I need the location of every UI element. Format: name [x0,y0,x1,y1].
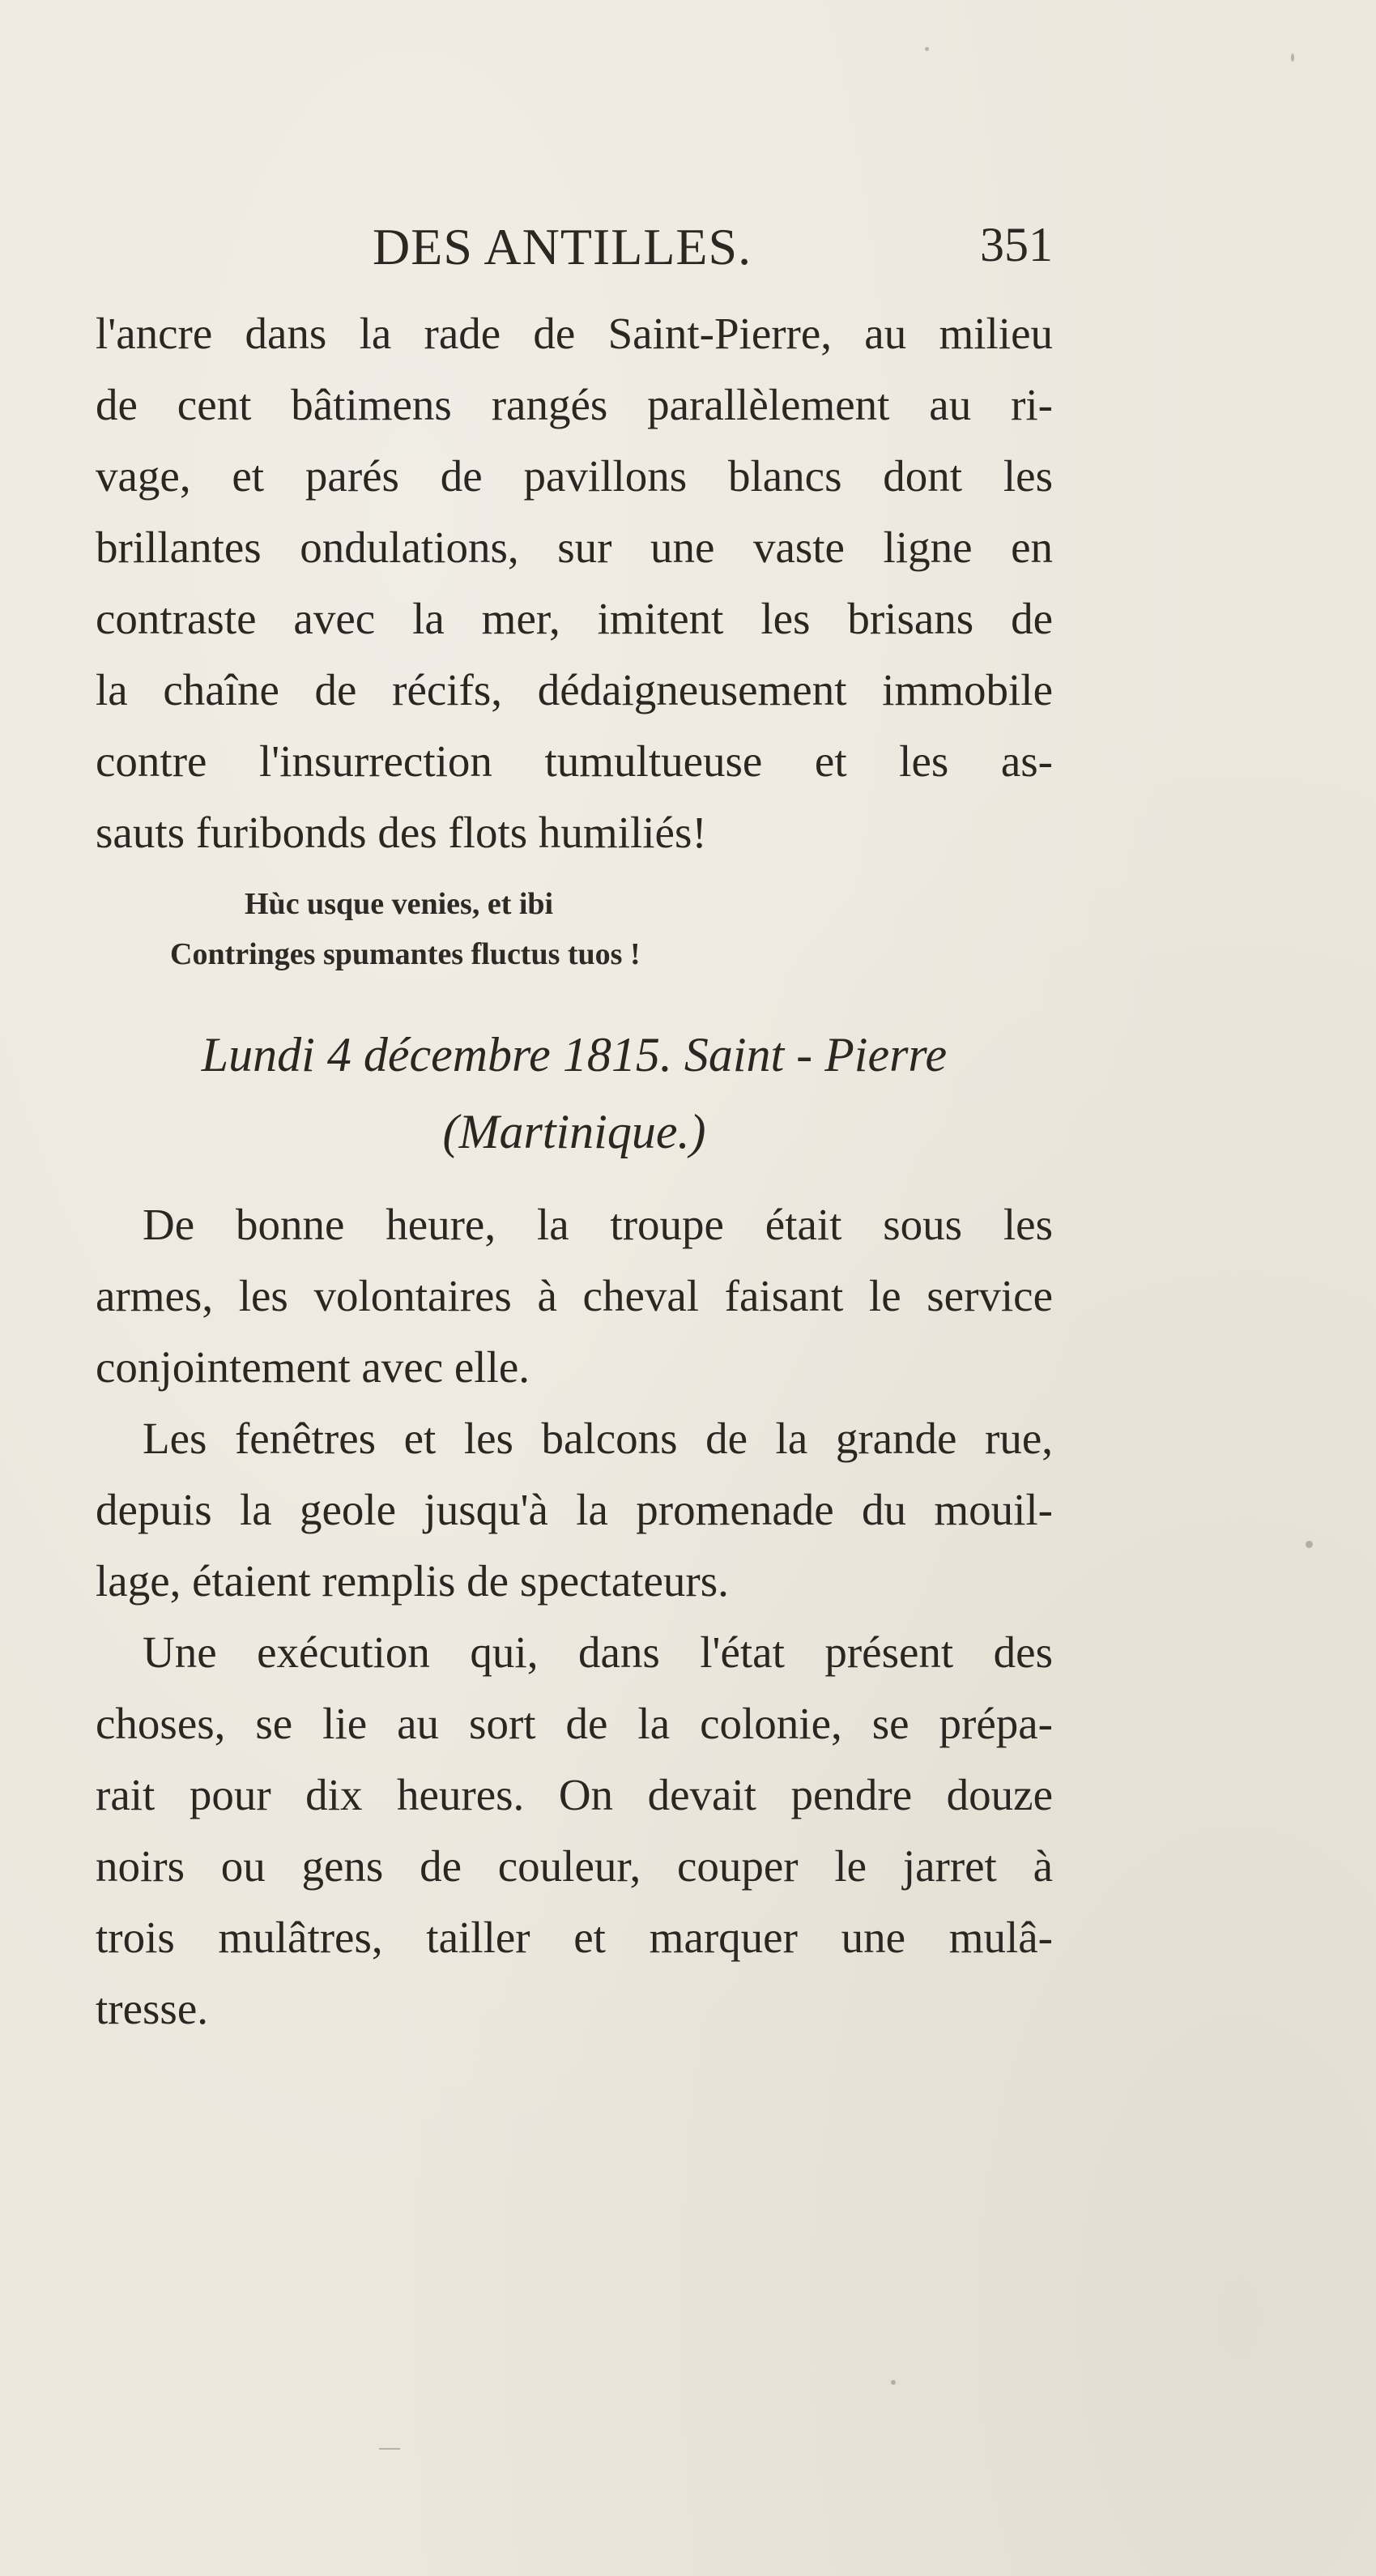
text-line: lage, étaient remplis de spectateurs. [96,1556,729,1606]
running-head [97,217,1053,290]
text-line: tresse. [96,1984,208,2033]
heading-line: Lundi 4 décembre 1815. Saint - Pierre [201,1028,948,1081]
paper-speck [1291,53,1294,62]
text-line: la chaîne de récifs, dédaigneusement immobile [96,665,1053,714]
section-heading [96,1017,1053,1171]
text-line: noirs ou gens de couleur, couper le jarret à [96,1841,1053,1891]
quote-line: Contringes spumantes fluctus tuos ! [170,937,641,971]
text-line: contraste avec la mer, imitent les brisans de [96,594,1053,643]
running-title: DES ANTILLES. [373,218,752,275]
text-line: Une exécution qui, dans l'état présent des [143,1627,1053,1677]
paper-speck [891,2380,896,2385]
text-line: choses, se lie au sort de la colonie, se prépa- [96,1699,1053,1748]
paper-speck [925,47,929,51]
printer-mark [379,2448,400,2450]
paragraph-3 [96,1403,1053,1617]
text-line: armes, les volontaires à cheval faisant le service [96,1271,1053,1320]
text-line: De bonne heure, la troupe était sous les [143,1200,1053,1249]
paper-speck [1306,1541,1313,1548]
text-line: contre l'insurrection tumultueuse et les as- [96,736,1053,786]
paragraph-2 [96,1189,1053,1403]
latin-quote [170,879,818,979]
quote-line: Hùc usque venies, et ibi [245,887,554,921]
text-line: conjointement avec elle. [96,1342,530,1392]
heading-line: (Martinique.) [442,1105,706,1158]
text-line: rait pour dix heures. On devait pendre douze [96,1770,1053,1819]
text-line: vage, et parés de pavillons blancs dont les [96,451,1053,501]
text-line: l'ancre dans la rade de Saint-Pierre, au milieu [96,309,1053,358]
text-line: trois mulâtres, tailler et marquer une mulâ- [96,1913,1053,1962]
text-line: sauts furibonds des flots humiliés! [96,808,707,857]
body-text [96,1189,1053,2045]
text-line: Les fenêtres et les balcons de la grande rue, [143,1414,1053,1463]
text-line: brillantes ondulations, sur une vaste ligne en [96,522,1053,572]
text-line: depuis la geole jusqu'à la promenade du mouil- [96,1485,1053,1534]
page-number: 351 [980,218,1053,271]
paragraph-1 [96,298,1053,868]
text-line: de cent bâtimens rangés parallèlement au ri- [96,380,1053,429]
paragraph-4 [96,1617,1053,2045]
